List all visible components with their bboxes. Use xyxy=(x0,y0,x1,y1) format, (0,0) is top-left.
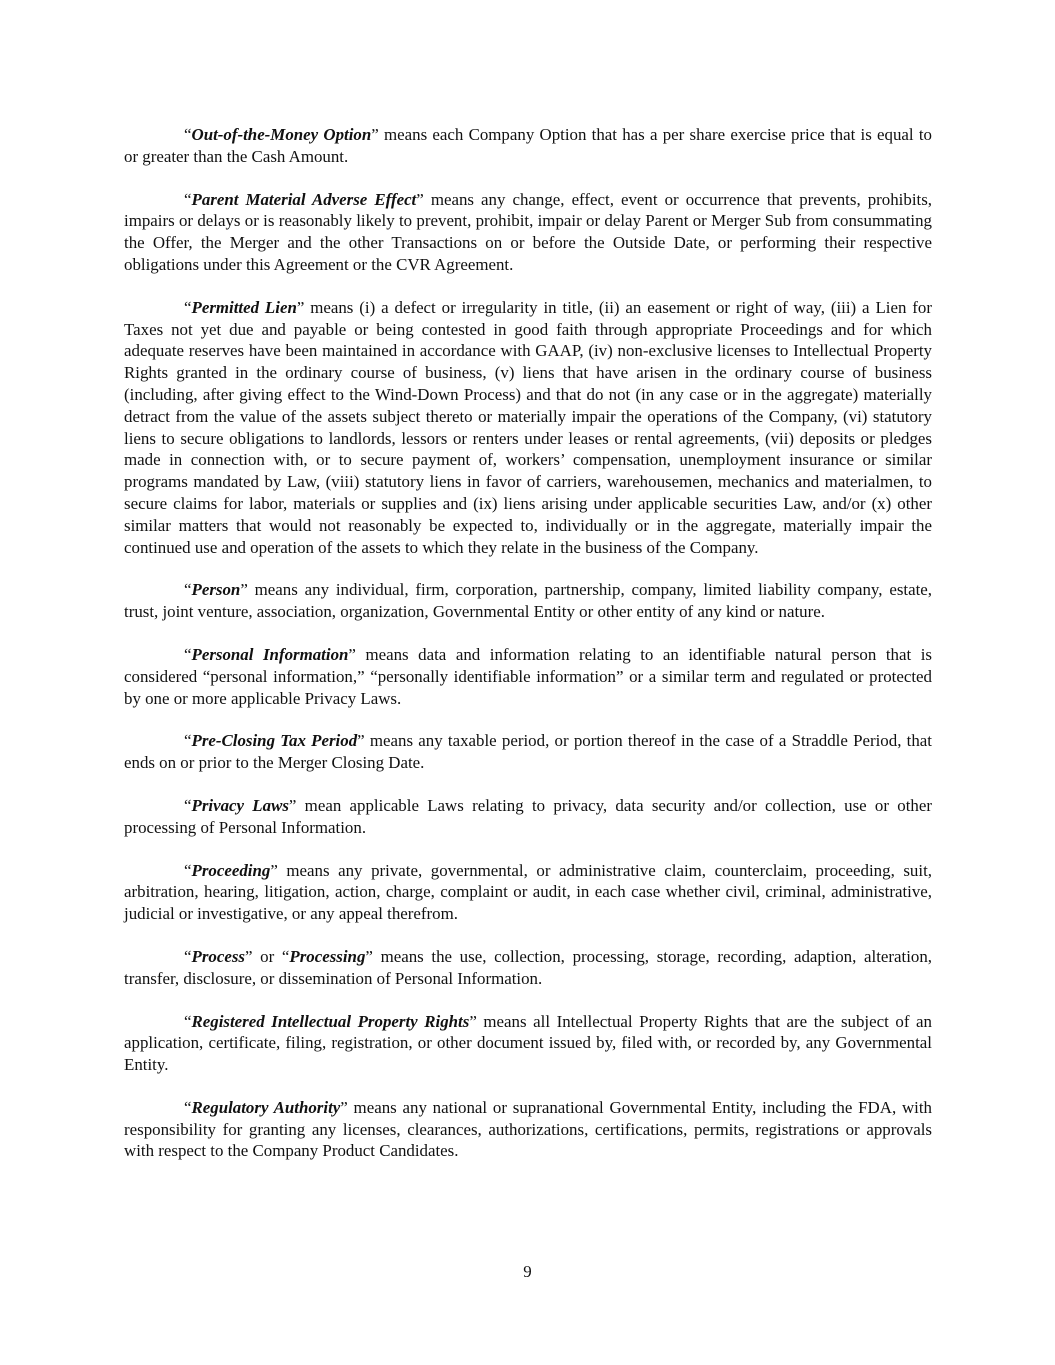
definition-registered-intellectual-property-rights xyxy=(124,1011,932,1076)
definition-personal-information xyxy=(124,644,932,709)
definition-out-of-the-money-option xyxy=(124,124,932,168)
open-quote: “ xyxy=(184,731,192,751)
definition-body: means data and information relating to an identifiable natural person that is considered “personal information,” “personally identifiable information” or a similar term and regulated or protected by one or more applicable Privacy Laws. xyxy=(124,644,932,708)
definition-body: means any individual, firm, corporation, partnership, company, limited liability company, estate, trust, joint venture, association, organization, Governmental Entity or other entity of any kind or nature. xyxy=(124,580,932,622)
close-quote: ” xyxy=(296,297,305,317)
definition-proceeding xyxy=(124,860,932,925)
close-quote-2: ” xyxy=(365,946,373,966)
defined-term: Out-of-the-Money Option xyxy=(191,125,372,144)
definition-body: means any taxable period, or portion thereof in the case of a Straddle Period, that ends on or prior to the Merger Closing Date. xyxy=(124,731,932,773)
defined-term: Parent Material Adverse Effect xyxy=(191,189,417,209)
definition-privacy-laws xyxy=(124,795,932,839)
definition-person xyxy=(124,579,932,623)
defined-term: Personal Information xyxy=(191,644,349,664)
defined-term: Privacy Laws xyxy=(191,795,289,815)
definition-regulatory-authority xyxy=(124,1097,932,1162)
close-quote: ” xyxy=(416,189,424,209)
definition-body: means any national or supranational Governmental Entity, including the FDA, with responsibility for granting any licenses, clearances, authorizations, certifications, permits, registrations or approvals with respect to the Company Product Candidates. xyxy=(124,1097,932,1161)
close-quote: ” xyxy=(244,946,253,966)
definition-pre-closing-tax-period xyxy=(124,730,932,774)
definition-body: means each Company Option that has a per share exercise price that is equal to or greater than the Cash Amount. xyxy=(124,125,932,166)
close-quote: ” xyxy=(340,1097,348,1117)
close-quote: ” xyxy=(288,795,297,815)
definition-body: means any change, effect, event or occurrence that prevents, prohibits, impairs or delays or is reasonably likely to prevent, prohibit, impair or delay Parent or Merger Sub from consummating the Offer, the Merger and the other Transactions on or before the Outside Date, or performing their respective obligations under this Agreement or the CVR Agreement. xyxy=(124,189,933,274)
term-connector: or xyxy=(252,946,282,966)
defined-term: Permitted Lien xyxy=(191,297,297,317)
definition-body: means (i) a defect or irregularity in title, (ii) an easement or right of way, (iii) a Lien for Taxes not yet due and payable or being contested in good faith through appropriate Proceedings and for which adequate reserves have been maintained in accordance with GAAP, (iv) non-exclusive licenses to Intellectual Property Rights granted in the ordinary course of business, (v) liens that have arisen in the ordinary course of business (including, after giving effect to the Wind-Down Process) and that do not (in any case or in the aggregate) materially detract from the value of the assets subject thereto or materially impair the operations of the Company, (vi) statutory liens to secure obligations to landlords, lessors or renters under leases or rental agreements, (vii) deposits or pledges made in connection with, or to secure payment of, workers’ compensation, unemployment insurance or similar programs mandated by Law, (viii) statutory liens in favor of carriers, warehousemen, mechanics and materialmen, to secure claims for labor, materials or supplies and (ix) liens arising under applicable securities Law, and/or (x) other similar matters that would not reasonably be expected to, individually or in the aggregate, materially impair the continued use and operation of the assets to which they relate in the business of the Company. xyxy=(124,297,932,557)
open-quote: “ xyxy=(184,189,192,209)
defined-term: Regulatory Authority xyxy=(191,1097,341,1117)
close-quote: ” xyxy=(270,860,278,880)
open-quote: “ xyxy=(184,297,192,317)
definition-body: mean applicable Laws relating to privacy, data security and/or collection, use or other processing of Personal Information. xyxy=(124,795,932,837)
defined-term: Proceeding xyxy=(191,860,271,880)
close-quote: ” xyxy=(469,1011,477,1031)
open-quote: “ xyxy=(184,860,192,880)
open-quote: “ xyxy=(184,644,192,664)
defined-term: Person xyxy=(191,580,241,600)
defined-term-2: Processing xyxy=(289,946,366,966)
close-quote: ” xyxy=(371,125,379,144)
definition-body: means any private, governmental, or administrative claim, counterclaim, proceeding, suit, arbitration, hearing, litigation, action, charge, complaint or audit, in each case whether civil, criminal, administrative, judicial or investigative, or any appeal therefrom. xyxy=(124,860,932,924)
definition-body: means all Intellectual Property Rights that are the subject of an application, certificate, filing, registration, or other document issued by, filed with, or recorded by, any Governmental Entity. xyxy=(124,1011,932,1075)
open-quote: “ xyxy=(184,946,192,966)
open-quote: “ xyxy=(184,125,192,144)
open-quote: “ xyxy=(184,1011,192,1031)
close-quote: ” xyxy=(357,731,365,751)
open-quote: “ xyxy=(184,1097,192,1117)
open-quote: “ xyxy=(184,795,192,815)
close-quote: ” xyxy=(240,580,248,600)
open-quote-2: “ xyxy=(281,946,290,966)
definition-process xyxy=(124,946,932,990)
document-page xyxy=(124,124,932,1183)
definition-permitted-lien xyxy=(124,297,932,559)
close-quote: ” xyxy=(348,644,356,664)
definition-parent-material-adverse-effect xyxy=(124,189,932,276)
defined-term: Registered Intellectual Property Rights xyxy=(191,1011,470,1031)
definition-body: means the use, collection, processing, storage, recording, adaption, alteration, transfer, disclosure, or dissemination of Personal Information. xyxy=(124,946,932,988)
defined-term: Pre-Closing Tax Period xyxy=(191,731,358,751)
open-quote: “ xyxy=(184,580,192,600)
page-number: 9 xyxy=(523,1262,532,1281)
defined-term: Process xyxy=(191,946,245,966)
